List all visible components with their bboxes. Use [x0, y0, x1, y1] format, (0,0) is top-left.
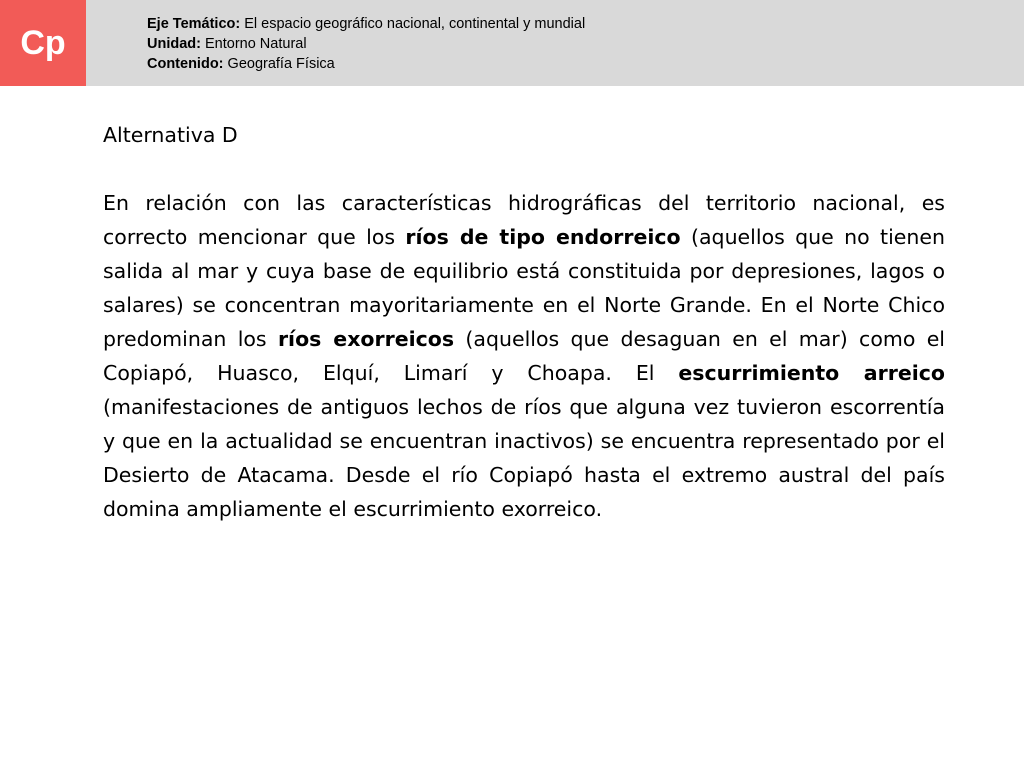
unidad-value: Entorno Natural — [200, 36, 307, 52]
alternative-title: Alternativa D — [103, 123, 238, 147]
contenido-line — [147, 54, 585, 74]
bold-term: escurrimiento arreico — [678, 361, 945, 385]
paragraph-text: (aquellos que desaguan en el mar) como el Copiapó, Huasco, Elquí, Limarí y Choapa. El — [103, 327, 946, 385]
paragraph-text: En relación con las características hidrográficas del territorio nacional, es correcto mencionar que los — [103, 191, 945, 249]
paragraph-text: (manifestaciones de antiguos lechos de ríos que alguna vez tuvieron escorrentía y que en la actualidad se encuentran inactivos) se encuentra representado por el Desierto de Atacama. Desde el río Copiapó hasta el extremo austral del país domina ampliamente el escurrimiento exorreico. — [103, 395, 945, 521]
eje-tematico-value: El espacio geográfico nacional, continental y mundial — [240, 16, 586, 32]
eje-tematico-line — [147, 14, 585, 34]
spacer — [103, 152, 945, 186]
paragraph-text: (aquellos que no tienen salida al mar y cuya base de equilibrio está constituida por depresiones, lagos o salares) se concentran mayoritariamente en el Norte Grande. En el Norte Chico predominan los — [103, 225, 945, 351]
eje-tematico-label: Eje Temático: — [147, 16, 241, 32]
bold-term: ríos exorreicos — [277, 327, 455, 351]
main-content — [103, 118, 945, 526]
contenido-value: Geografía Física — [223, 56, 335, 72]
header-info — [147, 14, 585, 74]
bold-term: ríos de tipo endorreico — [405, 225, 681, 249]
contenido-label: Contenido: — [147, 56, 224, 72]
unidad-label: Unidad: — [147, 36, 201, 52]
logo — [0, 0, 86, 86]
logo-text: Cp — [20, 24, 66, 62]
explanation-paragraph — [103, 186, 945, 526]
unidad-line — [147, 34, 585, 54]
